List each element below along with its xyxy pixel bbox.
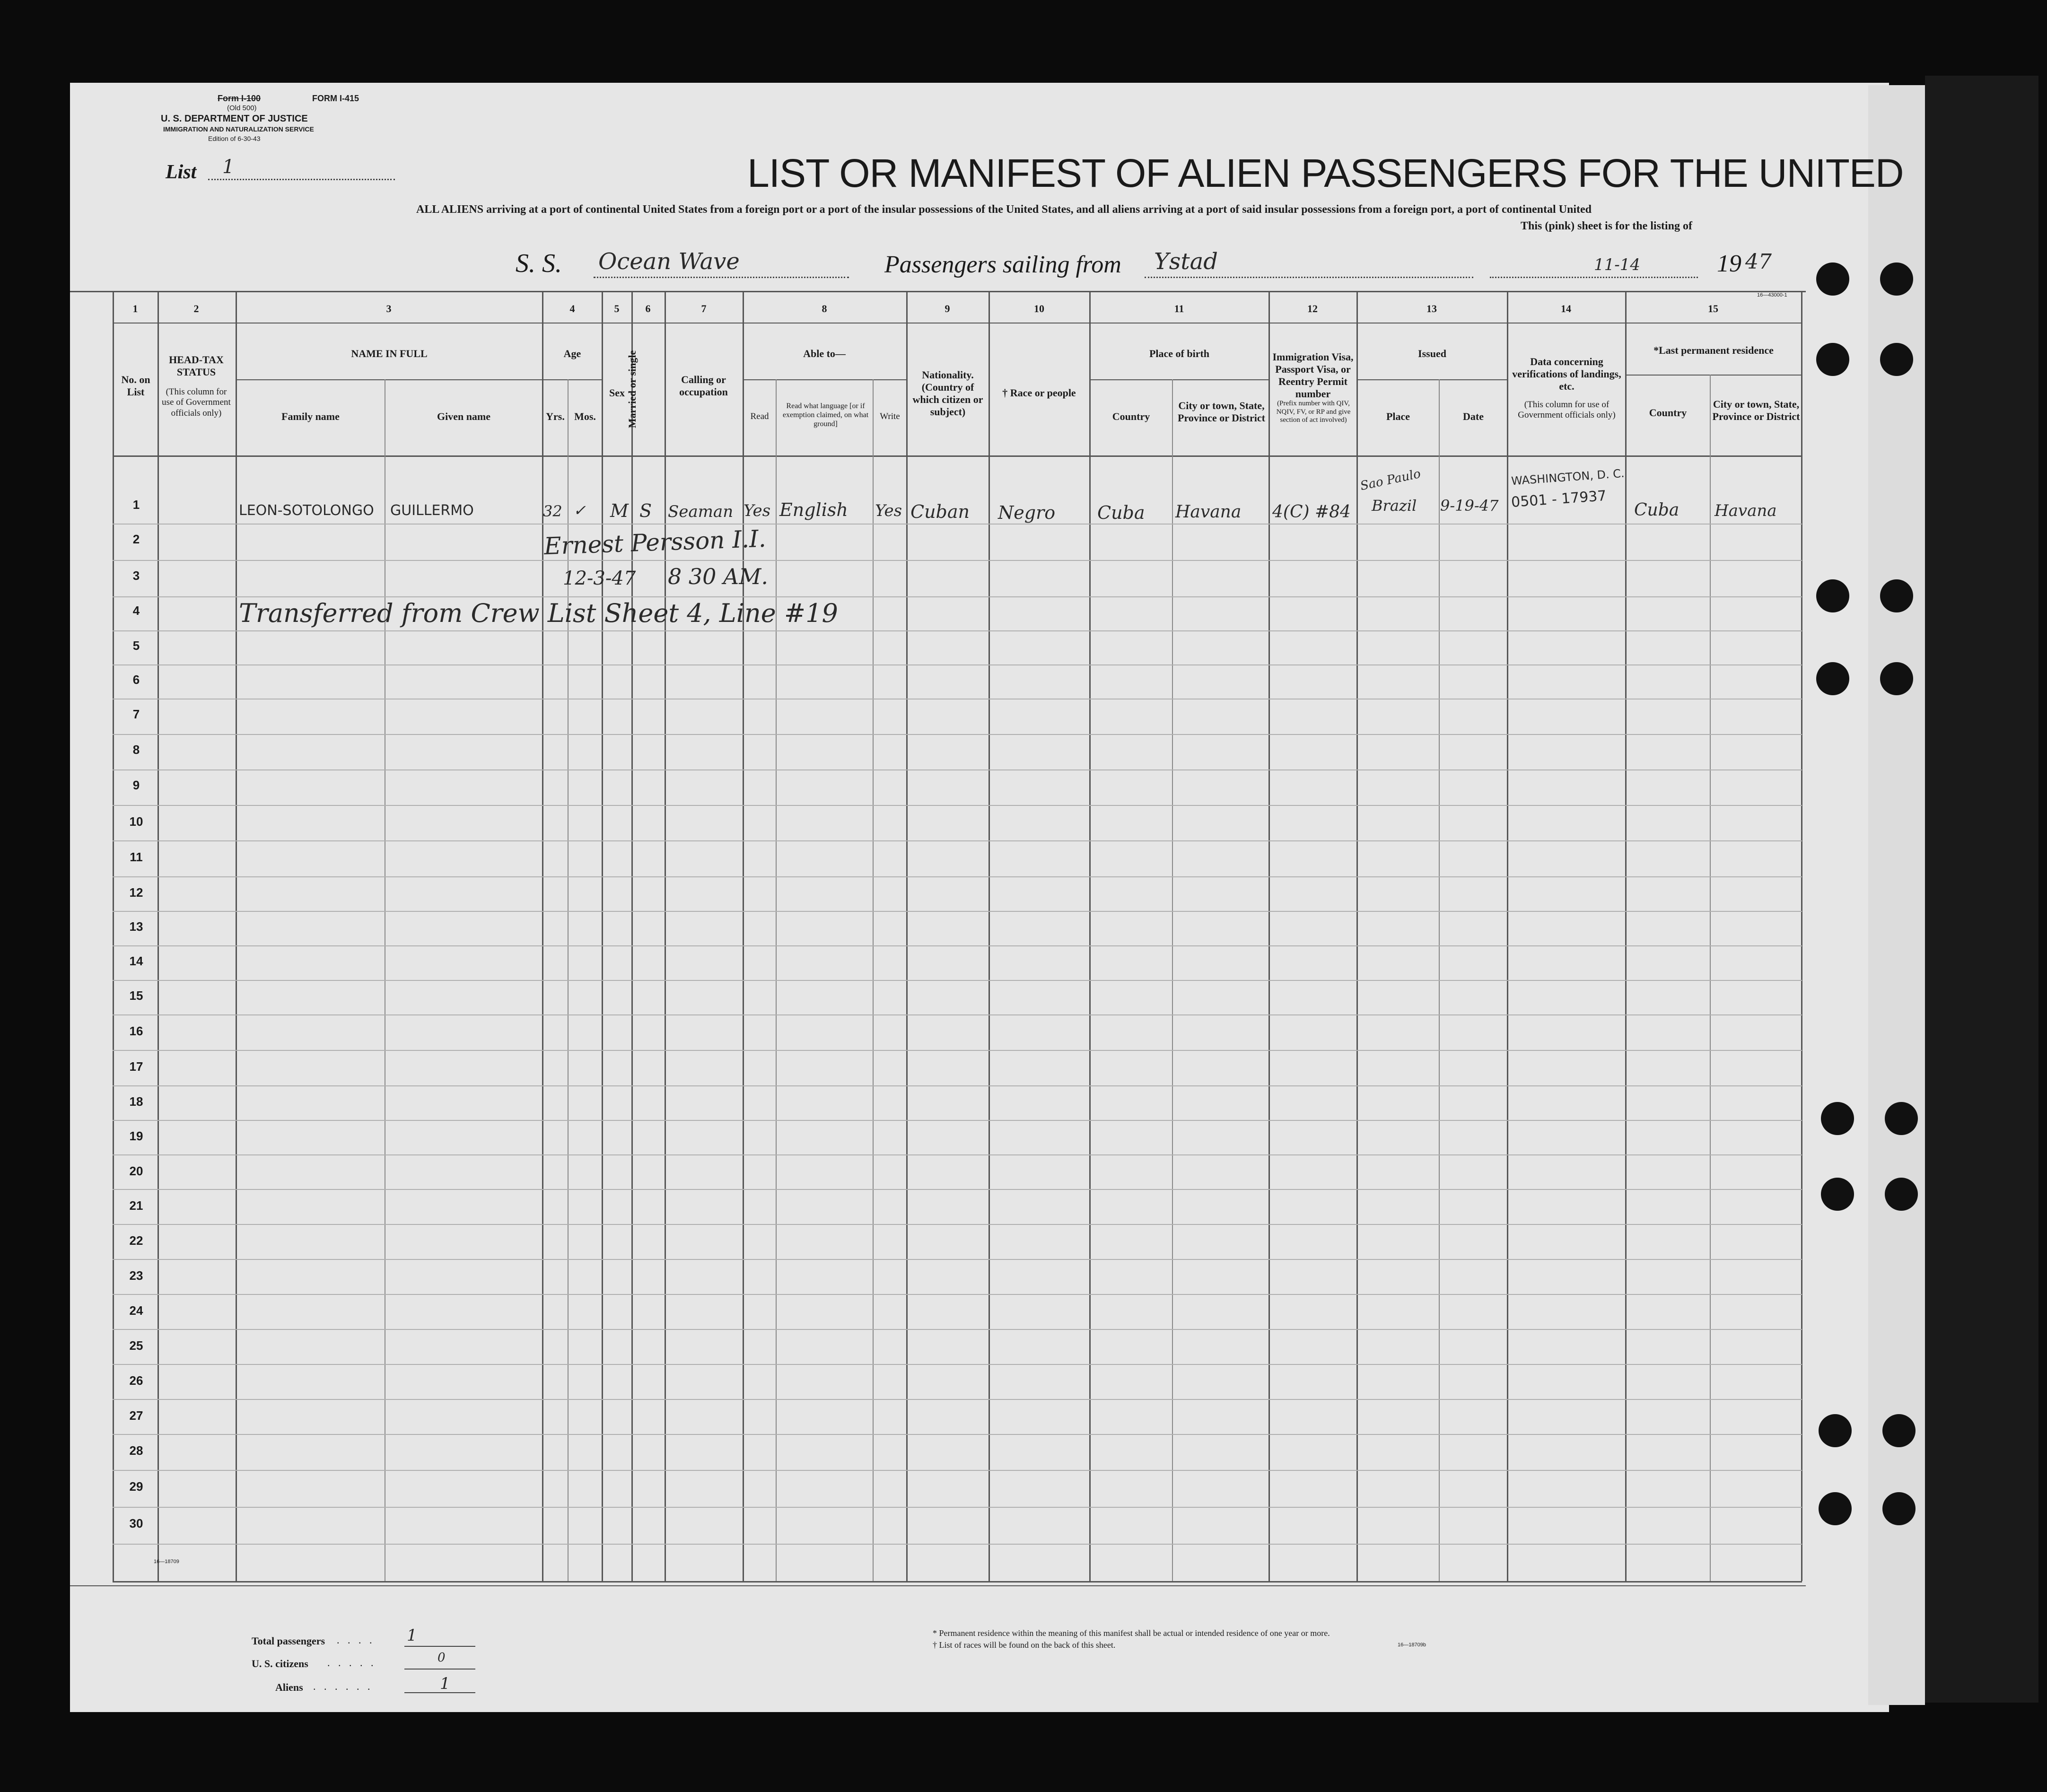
annotation-date: 12-3-47 xyxy=(563,568,636,589)
entry-occupation: Seaman xyxy=(668,502,734,521)
entry-birth-city: Havana xyxy=(1175,502,1242,522)
service: IMMIGRATION AND NATURALIZATION SERVICE xyxy=(163,125,314,133)
row-line xyxy=(113,1224,1802,1225)
row-number: 21 xyxy=(129,1198,143,1213)
row-line xyxy=(113,1470,1802,1471)
header-calling: Calling or occupation xyxy=(679,374,728,398)
colnum-6: 6 xyxy=(645,303,651,315)
punch-hole xyxy=(1880,343,1913,376)
punch-hole xyxy=(1819,1414,1852,1447)
struck-form-number: Form I-100 xyxy=(218,94,261,103)
header-landing-data: Data concerning verifications of landings, etc. xyxy=(1512,356,1621,392)
header-write: Write xyxy=(880,411,900,421)
header-res-city: City or town, State, Province or District xyxy=(1712,398,1800,422)
ship-fill-line xyxy=(594,277,849,278)
row-number: 27 xyxy=(129,1408,143,1423)
row-line xyxy=(113,1507,1802,1508)
header-mos: Mos. xyxy=(574,411,596,422)
sailing-label: Passengers sailing from xyxy=(884,251,1121,278)
colnum-14: 14 xyxy=(1561,303,1571,315)
row-number: 3 xyxy=(132,568,140,583)
punch-hole xyxy=(1885,1102,1918,1135)
entry-language: English xyxy=(779,499,848,520)
annotation-time: 8 30 AM. xyxy=(668,564,768,589)
row-line xyxy=(113,1050,1802,1051)
colnum-4: 4 xyxy=(569,303,575,315)
punch-hole xyxy=(1880,262,1913,296)
form-code-bottom-right: 16—18709b xyxy=(1398,1642,1426,1648)
col-line xyxy=(743,291,744,1581)
entry-issued-date: 9-19-47 xyxy=(1440,497,1499,515)
totals-top-rule xyxy=(70,1585,1806,1586)
colnum-15: 15 xyxy=(1708,303,1718,315)
punch-hole xyxy=(1821,1178,1854,1211)
punch-hole xyxy=(1816,262,1849,296)
header-given-name: Given name xyxy=(437,411,491,422)
row-number: 11 xyxy=(130,850,143,864)
col-line xyxy=(631,291,633,1581)
punch-hole xyxy=(1816,343,1849,376)
col-line xyxy=(1801,291,1802,1581)
header-birth-city: City or town, State, Province or District xyxy=(1178,400,1265,424)
colnum-10: 10 xyxy=(1034,303,1044,315)
port-name: Ystad xyxy=(1154,248,1218,275)
footnote-races: † List of races will be found on the back of this sheet. xyxy=(933,1640,1116,1650)
colnum-3: 3 xyxy=(386,303,392,315)
header-family-name: Family name xyxy=(281,411,340,422)
entry-read: Yes xyxy=(744,501,771,520)
total-passengers-label: Total passengers xyxy=(252,1635,325,1647)
form-code-bottom-left: 16—18709 xyxy=(154,1559,179,1565)
row-line xyxy=(113,596,1802,597)
issued-subheader-rule xyxy=(1357,379,1507,380)
row-line xyxy=(113,1085,1802,1086)
punch-hole xyxy=(1880,662,1913,695)
header-head-tax: HEAD-TAX STATUS xyxy=(169,354,224,378)
entry-race: Negro xyxy=(998,502,1056,523)
row-number: 29 xyxy=(129,1479,143,1494)
department: U. S. DEPARTMENT OF JUSTICE xyxy=(161,114,308,124)
header-issued: Issued xyxy=(1418,348,1446,359)
col-line xyxy=(1507,291,1508,1581)
row-line xyxy=(113,664,1802,665)
entry-issued-place-1: Sao Paulo xyxy=(1359,466,1422,494)
list-fill-line xyxy=(208,179,395,180)
us-citizens-line xyxy=(404,1669,475,1670)
row-number: 24 xyxy=(129,1303,143,1318)
row-number: 30 xyxy=(129,1516,143,1530)
us-citizens-label: U. S. citizens xyxy=(252,1658,308,1670)
row-line xyxy=(113,630,1802,631)
row-line xyxy=(113,911,1802,912)
row-number: 6 xyxy=(132,673,140,687)
row-number: 15 xyxy=(129,988,143,1003)
old-form-number: (Old 500) xyxy=(227,104,257,112)
colnum-2: 2 xyxy=(193,303,199,315)
colnum-8: 8 xyxy=(822,303,827,315)
able-subheader-rule xyxy=(743,379,907,380)
header-visa: Immigration Visa, Passport Visa, or Reentry Permit number xyxy=(1272,351,1354,400)
row-number: 19 xyxy=(129,1129,143,1143)
header-issued-date: Date xyxy=(1463,411,1484,422)
entry-landing-2: 0501 - 17937 xyxy=(1511,488,1607,511)
entry-landing-1: WASHINGTON, D. C. xyxy=(1511,466,1625,488)
col-line xyxy=(602,291,603,1581)
colnum-9: 9 xyxy=(945,303,950,315)
row-number: 22 xyxy=(129,1233,143,1248)
row-number: 4 xyxy=(132,603,140,618)
row-line xyxy=(113,805,1802,806)
punch-hole xyxy=(1816,662,1849,695)
row-number: 12 xyxy=(129,885,143,900)
entry-given-name: GUILLERMO xyxy=(390,502,474,519)
entry-sex: M xyxy=(610,500,629,521)
header-res-country: Country xyxy=(1649,407,1687,419)
punch-hole xyxy=(1880,579,1913,612)
header-landing-note: (This column for use of Government officials only) xyxy=(1518,400,1616,420)
col-line xyxy=(1625,291,1627,1581)
ss-label: S. S. xyxy=(516,249,562,278)
row-line xyxy=(113,1154,1802,1155)
row-number: 1 xyxy=(132,498,140,512)
row-number: 13 xyxy=(129,919,143,934)
header-place-of-birth: Place of birth xyxy=(1149,348,1210,359)
entry-issued-place-2: Brazil xyxy=(1372,497,1417,515)
year-prefix: 19 xyxy=(1717,250,1741,277)
col-line xyxy=(1268,291,1270,1581)
name-subheader-rule xyxy=(236,379,543,380)
residence-subheader-rule xyxy=(1626,375,1802,376)
row-line xyxy=(113,734,1802,735)
row-number: 7 xyxy=(132,707,140,721)
row-line xyxy=(113,1399,1802,1400)
punch-hole xyxy=(1882,1492,1916,1525)
row-number: 9 xyxy=(132,778,140,792)
aliens-label: Aliens xyxy=(275,1681,303,1693)
header-race: † Race or people xyxy=(1002,387,1076,399)
total-passengers-line xyxy=(404,1646,475,1647)
ship-name: Ocean Wave xyxy=(598,248,740,275)
colnum-1: 1 xyxy=(132,303,138,315)
entry-birth-country: Cuba xyxy=(1097,502,1145,523)
row-line xyxy=(113,1364,1802,1365)
row-number: 8 xyxy=(132,743,140,757)
table-top-border xyxy=(70,291,1806,292)
header-married: Married or single xyxy=(626,350,639,428)
scan-edge-left xyxy=(0,0,70,1792)
row-line xyxy=(113,560,1802,561)
entry-res-country: Cuba xyxy=(1634,500,1680,520)
entry-marital: S xyxy=(639,500,652,521)
row-line xyxy=(113,945,1802,946)
row-line xyxy=(113,876,1802,877)
row-line xyxy=(113,1014,1802,1015)
header-read: Read xyxy=(750,411,769,421)
col-line xyxy=(542,291,543,1581)
punch-hole xyxy=(1821,1102,1854,1135)
sailing-date: 11-14 xyxy=(1594,255,1641,274)
age-subheader-rule xyxy=(543,379,602,380)
header-able-to: Able to— xyxy=(803,348,846,359)
entry-family-name: LEON-SOTOLONGO xyxy=(239,502,374,519)
header-issued-place: Place xyxy=(1386,411,1410,422)
header-yrs: Yrs. xyxy=(546,411,565,422)
col-line xyxy=(1089,291,1091,1581)
header-nationality: Nationality. (Country of which citizen or subject) xyxy=(912,369,983,418)
row-line xyxy=(113,1259,1802,1260)
row-number: 10 xyxy=(129,814,143,829)
colnum-7: 7 xyxy=(701,303,707,315)
row-number: 23 xyxy=(129,1268,143,1283)
row-number: 20 xyxy=(129,1164,143,1178)
header-name-in-full: NAME IN FULL xyxy=(351,348,428,359)
total-passengers-value: 1 xyxy=(407,1626,417,1645)
header-head-tax-note: (This column for use of Government officials only) xyxy=(162,387,231,418)
entry-write: Yes xyxy=(875,501,902,520)
punch-hole xyxy=(1819,1492,1852,1525)
row-line xyxy=(113,1189,1802,1190)
row-number: 26 xyxy=(129,1373,143,1388)
row-number: 14 xyxy=(129,954,143,968)
entry-nationality: Cuban xyxy=(910,501,970,522)
us-citizens-value: 0 xyxy=(437,1651,446,1665)
date-fill-line xyxy=(1490,277,1698,278)
col-line xyxy=(113,291,114,1581)
row-line xyxy=(113,1434,1802,1435)
annotation-transfer: Transferred from Crew List Sheet 4, Line #19 xyxy=(239,598,838,628)
colnum-5: 5 xyxy=(614,303,620,315)
col-line xyxy=(906,291,908,1581)
col-line xyxy=(236,291,237,1581)
us-citizens-leader: . . . . . xyxy=(327,1657,376,1669)
footnote-residence: * Permanent residence within the meaning of this manifest shall be actual or intended residence of one year or more. xyxy=(933,1628,1330,1638)
header-sex: Sex xyxy=(609,387,625,399)
row-line xyxy=(113,1544,1802,1545)
entry-res-city: Havana xyxy=(1715,501,1777,520)
header-last-residence: *Last permanent residence xyxy=(1653,344,1774,356)
header-no-on-list: No. on List xyxy=(121,374,150,398)
row-line xyxy=(113,840,1802,841)
annotation-inspector: Ernest Persson I.I. xyxy=(543,524,767,560)
year-suffix: 47 xyxy=(1745,250,1772,274)
row-line xyxy=(113,1329,1802,1330)
row-number: 2 xyxy=(132,532,140,546)
row-number: 28 xyxy=(129,1443,143,1458)
row-number: 18 xyxy=(129,1094,143,1109)
punch-hole xyxy=(1816,579,1849,612)
entry-age-check: ✓ xyxy=(573,501,586,519)
header-visa-note: (Prefix number with QIV, NQIV, FV, or RP and give section of act involved) xyxy=(1276,400,1351,424)
row-line xyxy=(113,1294,1802,1295)
row-number: 17 xyxy=(129,1059,143,1074)
row-line xyxy=(113,980,1802,981)
header-read-language: Read what language [or if exemption claimed, on what ground] xyxy=(782,402,869,428)
col-line xyxy=(989,291,990,1581)
colnum-12: 12 xyxy=(1307,303,1318,315)
subtitle-line-2: This (pink) sheet is for the listing of xyxy=(1521,220,1692,232)
col-line xyxy=(665,291,666,1581)
form-number: FORM I-415 xyxy=(312,94,359,103)
manifest-title: LIST OR MANIFEST OF ALIEN PASSENGERS FOR THE UNITED xyxy=(747,151,1904,195)
colnum-11: 11 xyxy=(1174,303,1184,315)
manifest-sheet xyxy=(70,83,1889,1712)
row-number: 16 xyxy=(129,1024,143,1038)
row-line xyxy=(113,769,1802,770)
row-line xyxy=(113,1120,1802,1121)
aliens-value: 1 xyxy=(440,1674,450,1693)
colnum-13: 13 xyxy=(1426,303,1437,315)
col-line xyxy=(1356,291,1358,1581)
header-age: Age xyxy=(563,348,581,359)
scan-edge-right xyxy=(1925,76,2038,1703)
total-passengers-leader: . . . . xyxy=(337,1634,375,1646)
entry-age-years: 32 xyxy=(543,502,562,520)
col-line xyxy=(157,291,159,1581)
row-number: 25 xyxy=(129,1338,143,1353)
edition: Edition of 6-30-43 xyxy=(208,135,261,142)
port-fill-line xyxy=(1145,277,1473,278)
entry-visa: 4(C) #84 xyxy=(1272,502,1351,522)
punch-hole xyxy=(1885,1178,1918,1211)
list-label: List xyxy=(166,161,197,183)
row-number: 5 xyxy=(132,638,140,653)
table-bottom-border xyxy=(113,1581,1802,1582)
header-bottom-rule xyxy=(113,455,1802,457)
header-birth-country: Country xyxy=(1112,411,1150,422)
form-code-top-right: 16—43000-1 xyxy=(1757,292,1787,298)
next-page-strip xyxy=(1868,85,1925,1705)
birth-subheader-rule xyxy=(1090,379,1269,380)
aliens-leader: . . . . . . xyxy=(313,1680,373,1692)
subtitle-line-1: ALL ALIENS arriving at a port of continental United States from a foreign port or a port of the insular possessions of the United States, and all aliens arriving at a port of said insular possessions from a foreign port, a port of continental United xyxy=(416,203,1592,216)
list-value: 1 xyxy=(222,156,235,178)
col-line xyxy=(1710,375,1711,1581)
punch-hole xyxy=(1882,1414,1916,1447)
